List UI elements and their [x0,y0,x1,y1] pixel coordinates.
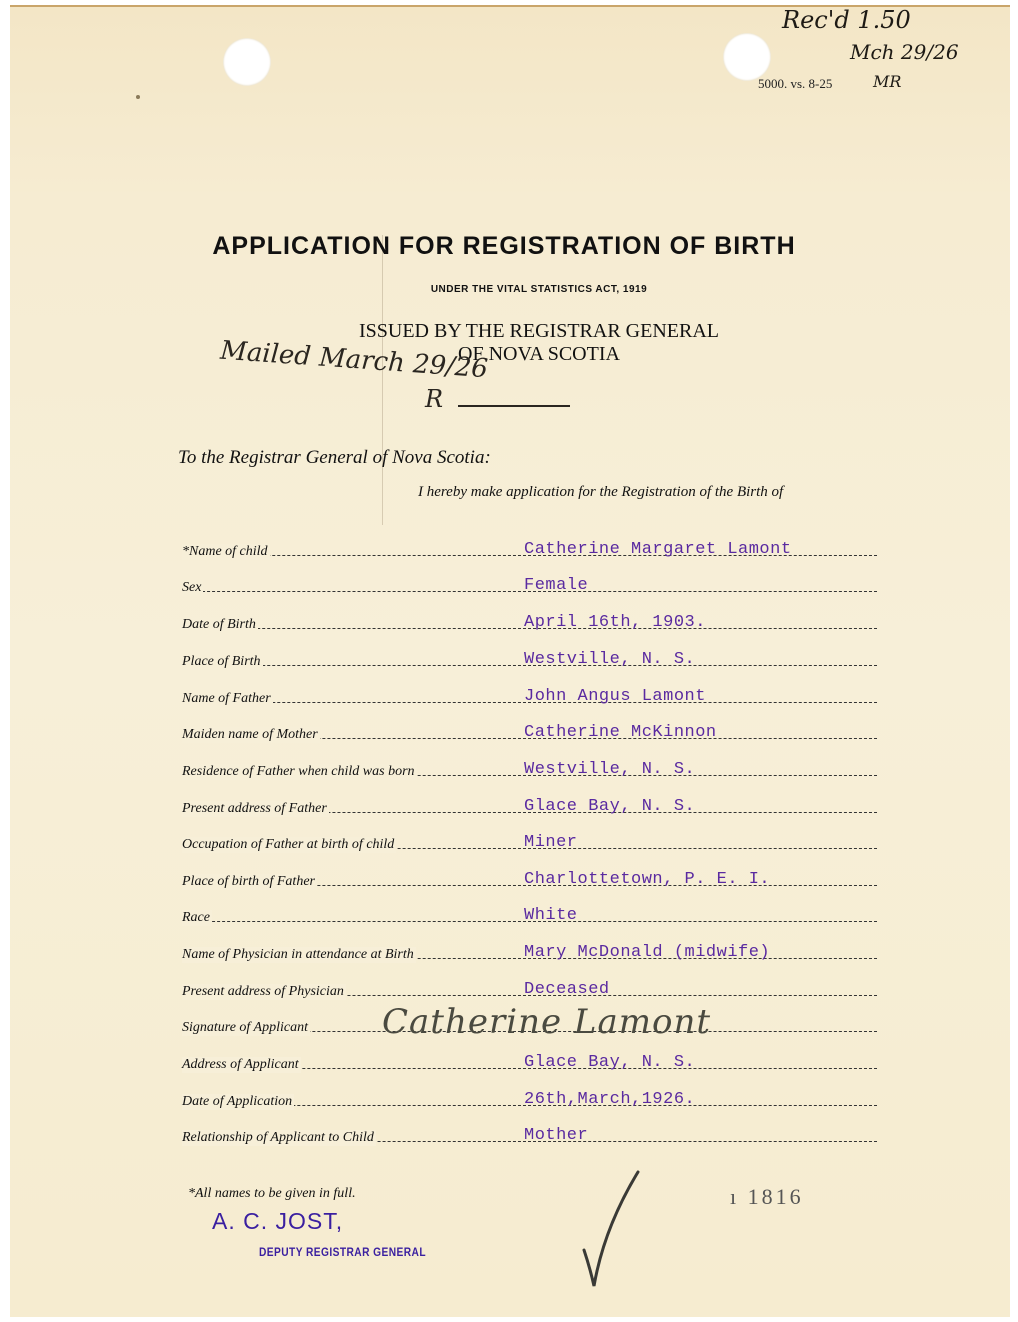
field-label: Maiden name of Mother [182,727,318,742]
form-number: 5000. vs. 8-25 [758,76,833,91]
paper-crease [382,235,383,525]
field-label: Signature of Applicant [182,1020,308,1035]
punch-hole [223,38,271,86]
field-label: Place of Birth [182,654,261,669]
field-value: Charlottetown, P. E. I. [524,870,771,889]
field-label: Relationship of Applicant to Child [182,1130,374,1145]
field-label: Name of Physician in attendance at Birth [182,947,414,962]
field-value: Catherine McKinnon [524,723,717,742]
checkmark-icon [580,1168,650,1288]
serial-number [730,1184,804,1210]
form-field-row [182,972,877,1002]
registrar-stamp-name: A. C. JOST, [212,1208,344,1234]
field-value: Glace Bay, N. S. [524,1053,696,1072]
field-value: April 16th, 1903. [524,613,706,632]
field-label: Residence of Father when child was born [182,764,415,779]
field-value: Mother [524,1126,589,1145]
issuer-line-2: OF NOVA SCOTIA [458,343,620,365]
form-field-row [182,1045,877,1075]
mailed-initial: R [425,385,444,413]
mailed-annotation: Mailed March 29/26 [219,335,489,385]
intro-text: I hereby make application for the Registration of the Birth of [418,484,784,500]
field-label: Present address of Physician [182,984,344,999]
form-field-row [182,898,877,928]
form-field-row [182,1082,877,1112]
serial-value: 1816 [747,1184,804,1209]
applicant-signature: Catherine Lamont [382,1002,712,1042]
field-label: Place of birth of Father [182,874,315,889]
field-value: Westville, N. S. [524,760,696,779]
field-label: Sex [182,580,202,595]
field-value: Deceased [524,980,610,999]
field-label: Date of Application [182,1094,293,1109]
field-label: Date of Birth [182,617,256,632]
field-value: Glace Bay, N. S. [524,797,696,816]
field-value: Female [524,576,589,595]
field-label: Name of Father [182,691,271,706]
field-value: 26th,March,1926. [524,1090,696,1109]
form-field-row [182,605,877,635]
received-annotation: Rec'd 1.50 [782,6,911,34]
form-field-row [182,862,877,892]
field-value: Westville, N. S. [524,650,696,669]
serial-mark: ı [730,1184,748,1209]
field-value: John Angus Lamont [524,687,706,706]
field-label: Occupation of Father at birth of child [182,837,395,852]
punch-hole [723,33,771,81]
form-field-row [182,532,877,562]
received-initials: MR [873,72,902,91]
form-field-row [182,789,877,819]
issuer-line-1: ISSUED BY THE REGISTRAR GENERAL [358,320,719,342]
form-field-row [182,935,877,965]
field-label: Race [182,910,210,925]
field-value: Catherine Margaret Lamont [524,540,792,559]
issuer-heading [30,320,1018,366]
form-field-row [182,1002,877,1042]
field-value: White [524,906,578,925]
form-field-row [182,642,877,672]
document-title: APPLICATION FOR REGISTRATION OF BIRTH [212,232,796,260]
form-field-row [182,568,877,598]
form-field-row [182,825,877,855]
footnote: *All names to be given in full. [188,1186,356,1201]
field-value: Mary McDonald (midwife) [524,943,771,962]
registrar-stamp-title: DEPUTY REGISTRAR GENERAL [259,1245,426,1259]
field-label: *Name of child [182,544,268,559]
form-field-row [182,752,877,782]
mailed-underline [458,405,570,407]
salutation: To the Registrar General of Nova Scotia: [178,447,491,468]
form-field-row [182,715,877,745]
received-date-annotation: Mch 29/26 [850,40,959,64]
field-label: Address of Applicant [182,1057,299,1072]
field-label: Present address of Father [182,801,327,816]
paper-speck [136,95,140,99]
form-field-row [182,679,877,709]
field-value: Miner [524,833,578,852]
document-subtitle: UNDER THE VITAL STATISTICS ACT, 1919 [430,284,648,295]
form-field-row [182,1118,877,1148]
